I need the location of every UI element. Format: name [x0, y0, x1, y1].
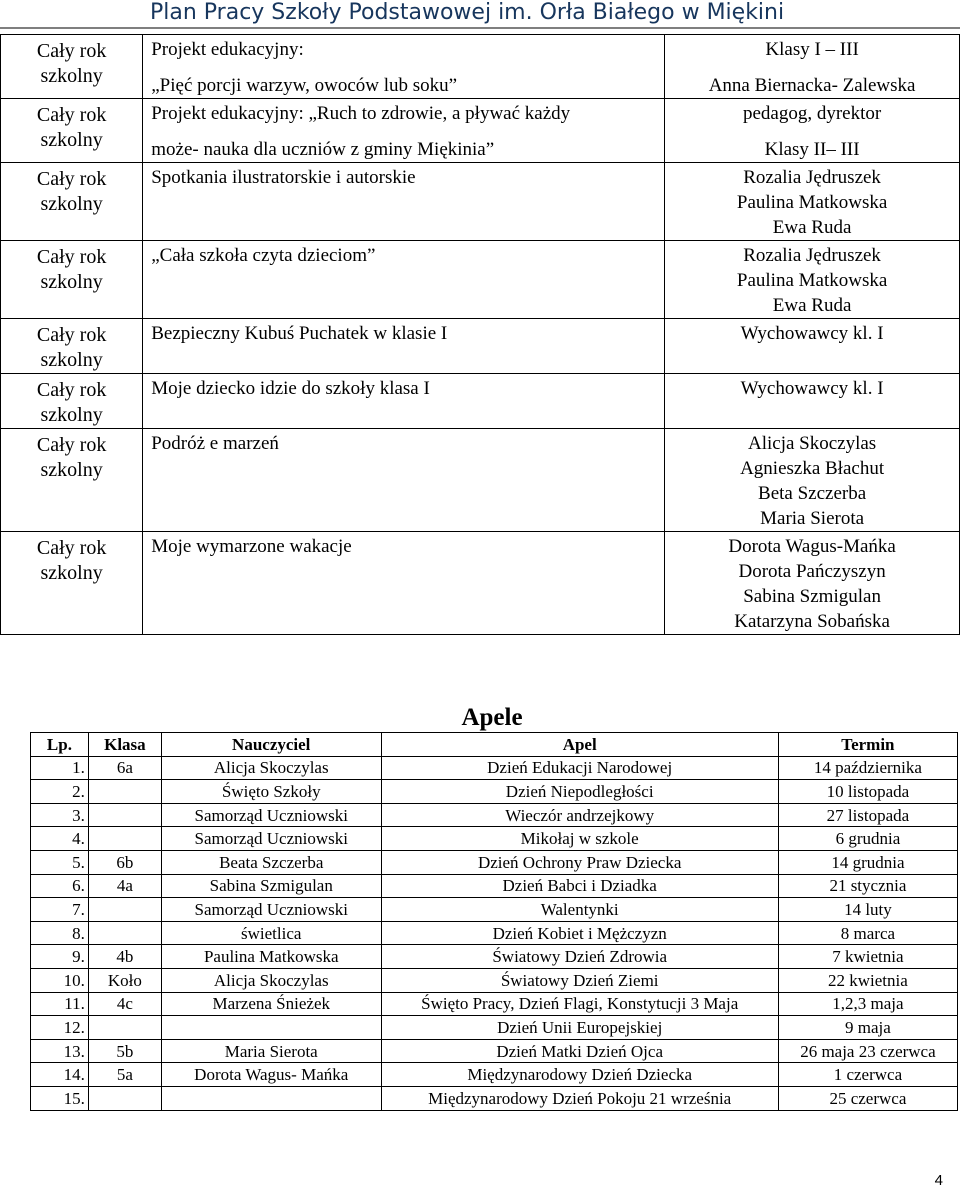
plan-activity-line: Projekt edukacyjny:	[151, 39, 304, 60]
cell-klasa: 4b	[88, 945, 161, 969]
plan-responsible-line: Sabina Szmigulan	[743, 586, 881, 607]
plan-period-line: Cały rok	[36, 246, 107, 268]
plan-responsible-line: Maria Sierota	[760, 508, 865, 529]
plan-period-line: szkolny	[40, 193, 103, 215]
plan-row	[1, 99, 960, 163]
plan-responsible-line: Rozalia Jędruszek	[743, 167, 881, 188]
cell-termin: 21 stycznia	[778, 874, 957, 898]
apele-table	[30, 732, 958, 1111]
table-row	[31, 850, 958, 874]
plan-responsible-cell	[665, 99, 960, 163]
plan-period-line: Cały rok	[36, 434, 107, 456]
plan-period-line: szkolny	[40, 271, 103, 293]
cell-termin: 25 czerwca	[778, 1086, 957, 1110]
cell-lp: 10.	[31, 968, 89, 992]
plan-responsible-line: Dorota Pańczyszyn	[738, 561, 886, 582]
cell-termin: 14 października	[778, 756, 957, 780]
table-row	[31, 1063, 958, 1087]
cell-lp: 3.	[31, 803, 89, 827]
cell-lp: 12.	[31, 1016, 89, 1040]
table-row	[31, 992, 958, 1016]
cell-lp: 14.	[31, 1063, 89, 1087]
cell-nauczyciel: Maria Sierota	[161, 1039, 381, 1063]
plan-responsible-line: Katarzyna Sobańska	[734, 611, 890, 632]
cell-termin: 14 luty	[778, 898, 957, 922]
plan-responsible-line: Anna Biernacka- Zalewska	[708, 75, 916, 96]
cell-apel: Dzień Babci i Dziadka	[381, 874, 778, 898]
cell-nauczyciel: Samorząd Uczniowski	[161, 827, 381, 851]
table-row	[31, 874, 958, 898]
cell-klasa: Koło	[88, 968, 161, 992]
cell-klasa	[88, 803, 161, 827]
cell-apel: Dzień Ochrony Praw Dziecka	[381, 850, 778, 874]
plan-responsible-line: Alicja Skoczylas	[747, 433, 877, 454]
cell-lp: 2.	[31, 780, 89, 804]
plan-period-cell	[1, 374, 143, 429]
plan-responsible-cell	[665, 163, 960, 241]
cell-nauczyciel: Sabina Szmigulan	[161, 874, 381, 898]
cell-termin: 7 kwietnia	[778, 945, 957, 969]
cell-lp: 7.	[31, 898, 89, 922]
plan-period-line: Cały rok	[36, 379, 107, 401]
table-row	[31, 898, 958, 922]
plan-responsible-line: Ewa Ruda	[772, 295, 852, 316]
cell-apel: Wieczór andrzejkowy	[381, 803, 778, 827]
plan-responsible-line: Dorota Wagus-Mańka	[728, 536, 896, 557]
plan-period-line: szkolny	[40, 65, 103, 87]
cell-lp: 5.	[31, 850, 89, 874]
plan-responsible-line: Agnieszka Błachut	[740, 458, 885, 479]
plan-period-line: szkolny	[40, 129, 103, 151]
plan-responsible-cell	[665, 241, 960, 319]
table-row	[31, 780, 958, 804]
plan-period-cell	[1, 319, 143, 374]
column-header-nauczyciel: Nauczyciel	[161, 733, 381, 757]
plan-activity-cell	[143, 35, 665, 99]
cell-lp: 6.	[31, 874, 89, 898]
plan-activity-line: „Cała szkoła czyta dzieciom”	[151, 245, 376, 266]
plan-period-line: Cały rok	[36, 537, 107, 559]
column-header-termin: Termin	[778, 733, 957, 757]
cell-nauczyciel: Samorząd Uczniowski	[161, 803, 381, 827]
cell-termin: 10 listopada	[778, 780, 957, 804]
plan-activity-line: Bezpieczny Kubuś Puchatek w klasie I	[151, 323, 448, 344]
plan-activity-cell	[143, 99, 665, 163]
plan-activity-line: Spotkania ilustratorskie i autorskie	[151, 167, 416, 188]
table-row	[31, 803, 958, 827]
cell-apel: Dzień Niepodległości	[381, 780, 778, 804]
cell-nauczyciel: Święto Szkoły	[161, 780, 381, 804]
cell-apel: Dzień Unii Europejskiej	[381, 1016, 778, 1040]
plan-period-cell	[1, 163, 143, 241]
plan-row	[1, 35, 960, 99]
plan-period-line: szkolny	[40, 562, 103, 584]
plan-responsible-line: Wychowawcy kl. I	[740, 378, 884, 399]
plan-period-line: Cały rok	[36, 40, 107, 62]
cell-apel: Dzień Kobiet i Mężczyzn	[381, 921, 778, 945]
apele-header-row	[31, 733, 958, 757]
cell-klasa: 5b	[88, 1039, 161, 1063]
plan-row	[1, 429, 960, 532]
line-gap	[151, 126, 656, 137]
cell-klasa: 5a	[88, 1063, 161, 1087]
cell-apel: Światowy Dzień Ziemi	[381, 968, 778, 992]
table-row	[31, 968, 958, 992]
line-gap	[151, 62, 656, 73]
plan-period-line: Cały rok	[36, 104, 107, 126]
plan-activity-cell	[143, 532, 665, 635]
cell-lp: 1.	[31, 756, 89, 780]
cell-lp: 11.	[31, 992, 89, 1016]
plan-period-cell	[1, 429, 143, 532]
plan-period-line: Cały rok	[36, 168, 107, 190]
plan-row	[1, 319, 960, 374]
cell-klasa: 4a	[88, 874, 161, 898]
plan-activity-line: Projekt edukacyjny: „Ruch to zdrowie, a pływać każdy	[151, 103, 571, 124]
plan-responsible-line: Rozalia Jędruszek	[743, 245, 881, 266]
plan-row	[1, 241, 960, 319]
cell-termin: 9 maja	[778, 1016, 957, 1040]
cell-apel: Międzynarodowy Dzień Pokoju 21 września	[381, 1086, 778, 1110]
cell-klasa	[88, 827, 161, 851]
cell-klasa	[88, 898, 161, 922]
plan-activity-cell	[143, 374, 665, 429]
line-gap	[673, 62, 951, 73]
apele-section-title: Apele	[461, 704, 523, 731]
cell-klasa	[88, 780, 161, 804]
cell-termin: 26 maja 23 czerwca	[778, 1039, 957, 1063]
cell-lp: 13.	[31, 1039, 89, 1063]
table-row	[31, 756, 958, 780]
plan-row	[1, 374, 960, 429]
cell-nauczyciel: Alicja Skoczylas	[161, 968, 381, 992]
plan-activity-cell	[143, 319, 665, 374]
cell-nauczyciel: Samorząd Uczniowski	[161, 898, 381, 922]
cell-nauczyciel: Beata Szczerba	[161, 850, 381, 874]
cell-nauczyciel: świetlica	[161, 921, 381, 945]
plan-row	[1, 532, 960, 635]
plan-period-cell	[1, 532, 143, 635]
cell-termin: 22 kwietnia	[778, 968, 957, 992]
cell-nauczyciel: Alicja Skoczylas	[161, 756, 381, 780]
plan-responsible-line: Paulina Matkowska	[736, 270, 888, 291]
plan-period-cell	[1, 241, 143, 319]
plan-period-line: szkolny	[40, 349, 103, 371]
cell-apel: Światowy Dzień Zdrowia	[381, 945, 778, 969]
plan-responsible-line: Beta Szczerba	[758, 483, 867, 504]
plan-activity-cell	[143, 241, 665, 319]
plan-responsible-cell	[665, 532, 960, 635]
cell-apel: Dzień Matki Dzień Ojca	[381, 1039, 778, 1063]
cell-lp: 15.	[31, 1086, 89, 1110]
plan-period-line: szkolny	[40, 404, 103, 426]
table-row	[31, 827, 958, 851]
table-row	[31, 1016, 958, 1040]
cell-lp: 9.	[31, 945, 89, 969]
cell-klasa: 6a	[88, 756, 161, 780]
column-header-lp: Lp.	[31, 733, 89, 757]
table-row	[31, 921, 958, 945]
cell-klasa: 6b	[88, 850, 161, 874]
cell-termin: 14 grudnia	[778, 850, 957, 874]
column-header-apel: Apel	[381, 733, 778, 757]
plan-responsible-line: Ewa Ruda	[772, 217, 852, 238]
cell-apel: Mikołaj w szkole	[381, 827, 778, 851]
plan-activity-line: Moje wymarzone wakacje	[151, 536, 352, 557]
plan-responsible-cell	[665, 374, 960, 429]
plan-responsible-line: Klasy I – III	[765, 39, 859, 60]
table-row	[31, 1086, 958, 1110]
plan-activity-cell	[143, 163, 665, 241]
cell-klasa: 4c	[88, 992, 161, 1016]
plan-responsible-cell	[665, 35, 960, 99]
plan-activity-line: Podróż e marzeń	[151, 433, 279, 454]
plan-activity-line: „Pięć porcji warzyw, owoców lub soku”	[151, 75, 458, 96]
cell-termin: 1 czerwca	[778, 1063, 957, 1087]
plan-period-line: szkolny	[40, 459, 103, 481]
plan-activity-line: może- nauka dla uczniów z gminy Miękinia”	[151, 139, 495, 160]
plan-row	[1, 163, 960, 241]
cell-apel: Walentynki	[381, 898, 778, 922]
cell-klasa	[88, 921, 161, 945]
line-gap	[673, 126, 951, 137]
plan-responsible-cell	[665, 319, 960, 374]
plan-period-cell	[1, 35, 143, 99]
plan-table	[0, 34, 960, 635]
cell-klasa	[88, 1016, 161, 1040]
cell-apel: Międzynarodowy Dzień Dziecka	[381, 1063, 778, 1087]
plan-responsible-line: Paulina Matkowska	[736, 192, 888, 213]
cell-nauczyciel: Paulina Matkowska	[161, 945, 381, 969]
cell-klasa	[88, 1086, 161, 1110]
plan-activity-line: Moje dziecko idzie do szkoły klasa I	[151, 378, 430, 399]
page-number: 4	[934, 1172, 943, 1189]
cell-termin: 27 listopada	[778, 803, 957, 827]
cell-apel: Dzień Edukacji Narodowej	[381, 756, 778, 780]
table-row	[31, 1039, 958, 1063]
page-header-title: Plan Pracy Szkoły Podstawowej im. Orła Białego w Miękini	[150, 0, 785, 25]
plan-responsible-cell	[665, 429, 960, 532]
cell-lp: 4.	[31, 827, 89, 851]
plan-responsible-line: pedagog, dyrektor	[742, 103, 882, 124]
plan-responsible-line: Klasy II– III	[764, 139, 860, 160]
column-header-klasa: Klasa	[88, 733, 161, 757]
plan-period-line: Cały rok	[36, 324, 107, 346]
cell-nauczyciel: Dorota Wagus- Mańka	[161, 1063, 381, 1087]
cell-termin: 8 marca	[778, 921, 957, 945]
cell-lp: 8.	[31, 921, 89, 945]
header-divider	[0, 27, 960, 29]
cell-nauczyciel	[161, 1086, 381, 1110]
table-row	[31, 945, 958, 969]
plan-activity-cell	[143, 429, 665, 532]
cell-termin: 1,2,3 maja	[778, 992, 957, 1016]
cell-nauczyciel: Marzena Śnieżek	[161, 992, 381, 1016]
plan-responsible-line: Wychowawcy kl. I	[740, 323, 884, 344]
plan-period-cell	[1, 99, 143, 163]
cell-apel: Święto Pracy, Dzień Flagi, Konstytucji 3 Maja	[381, 992, 778, 1016]
cell-nauczyciel	[161, 1016, 381, 1040]
cell-termin: 6 grudnia	[778, 827, 957, 851]
